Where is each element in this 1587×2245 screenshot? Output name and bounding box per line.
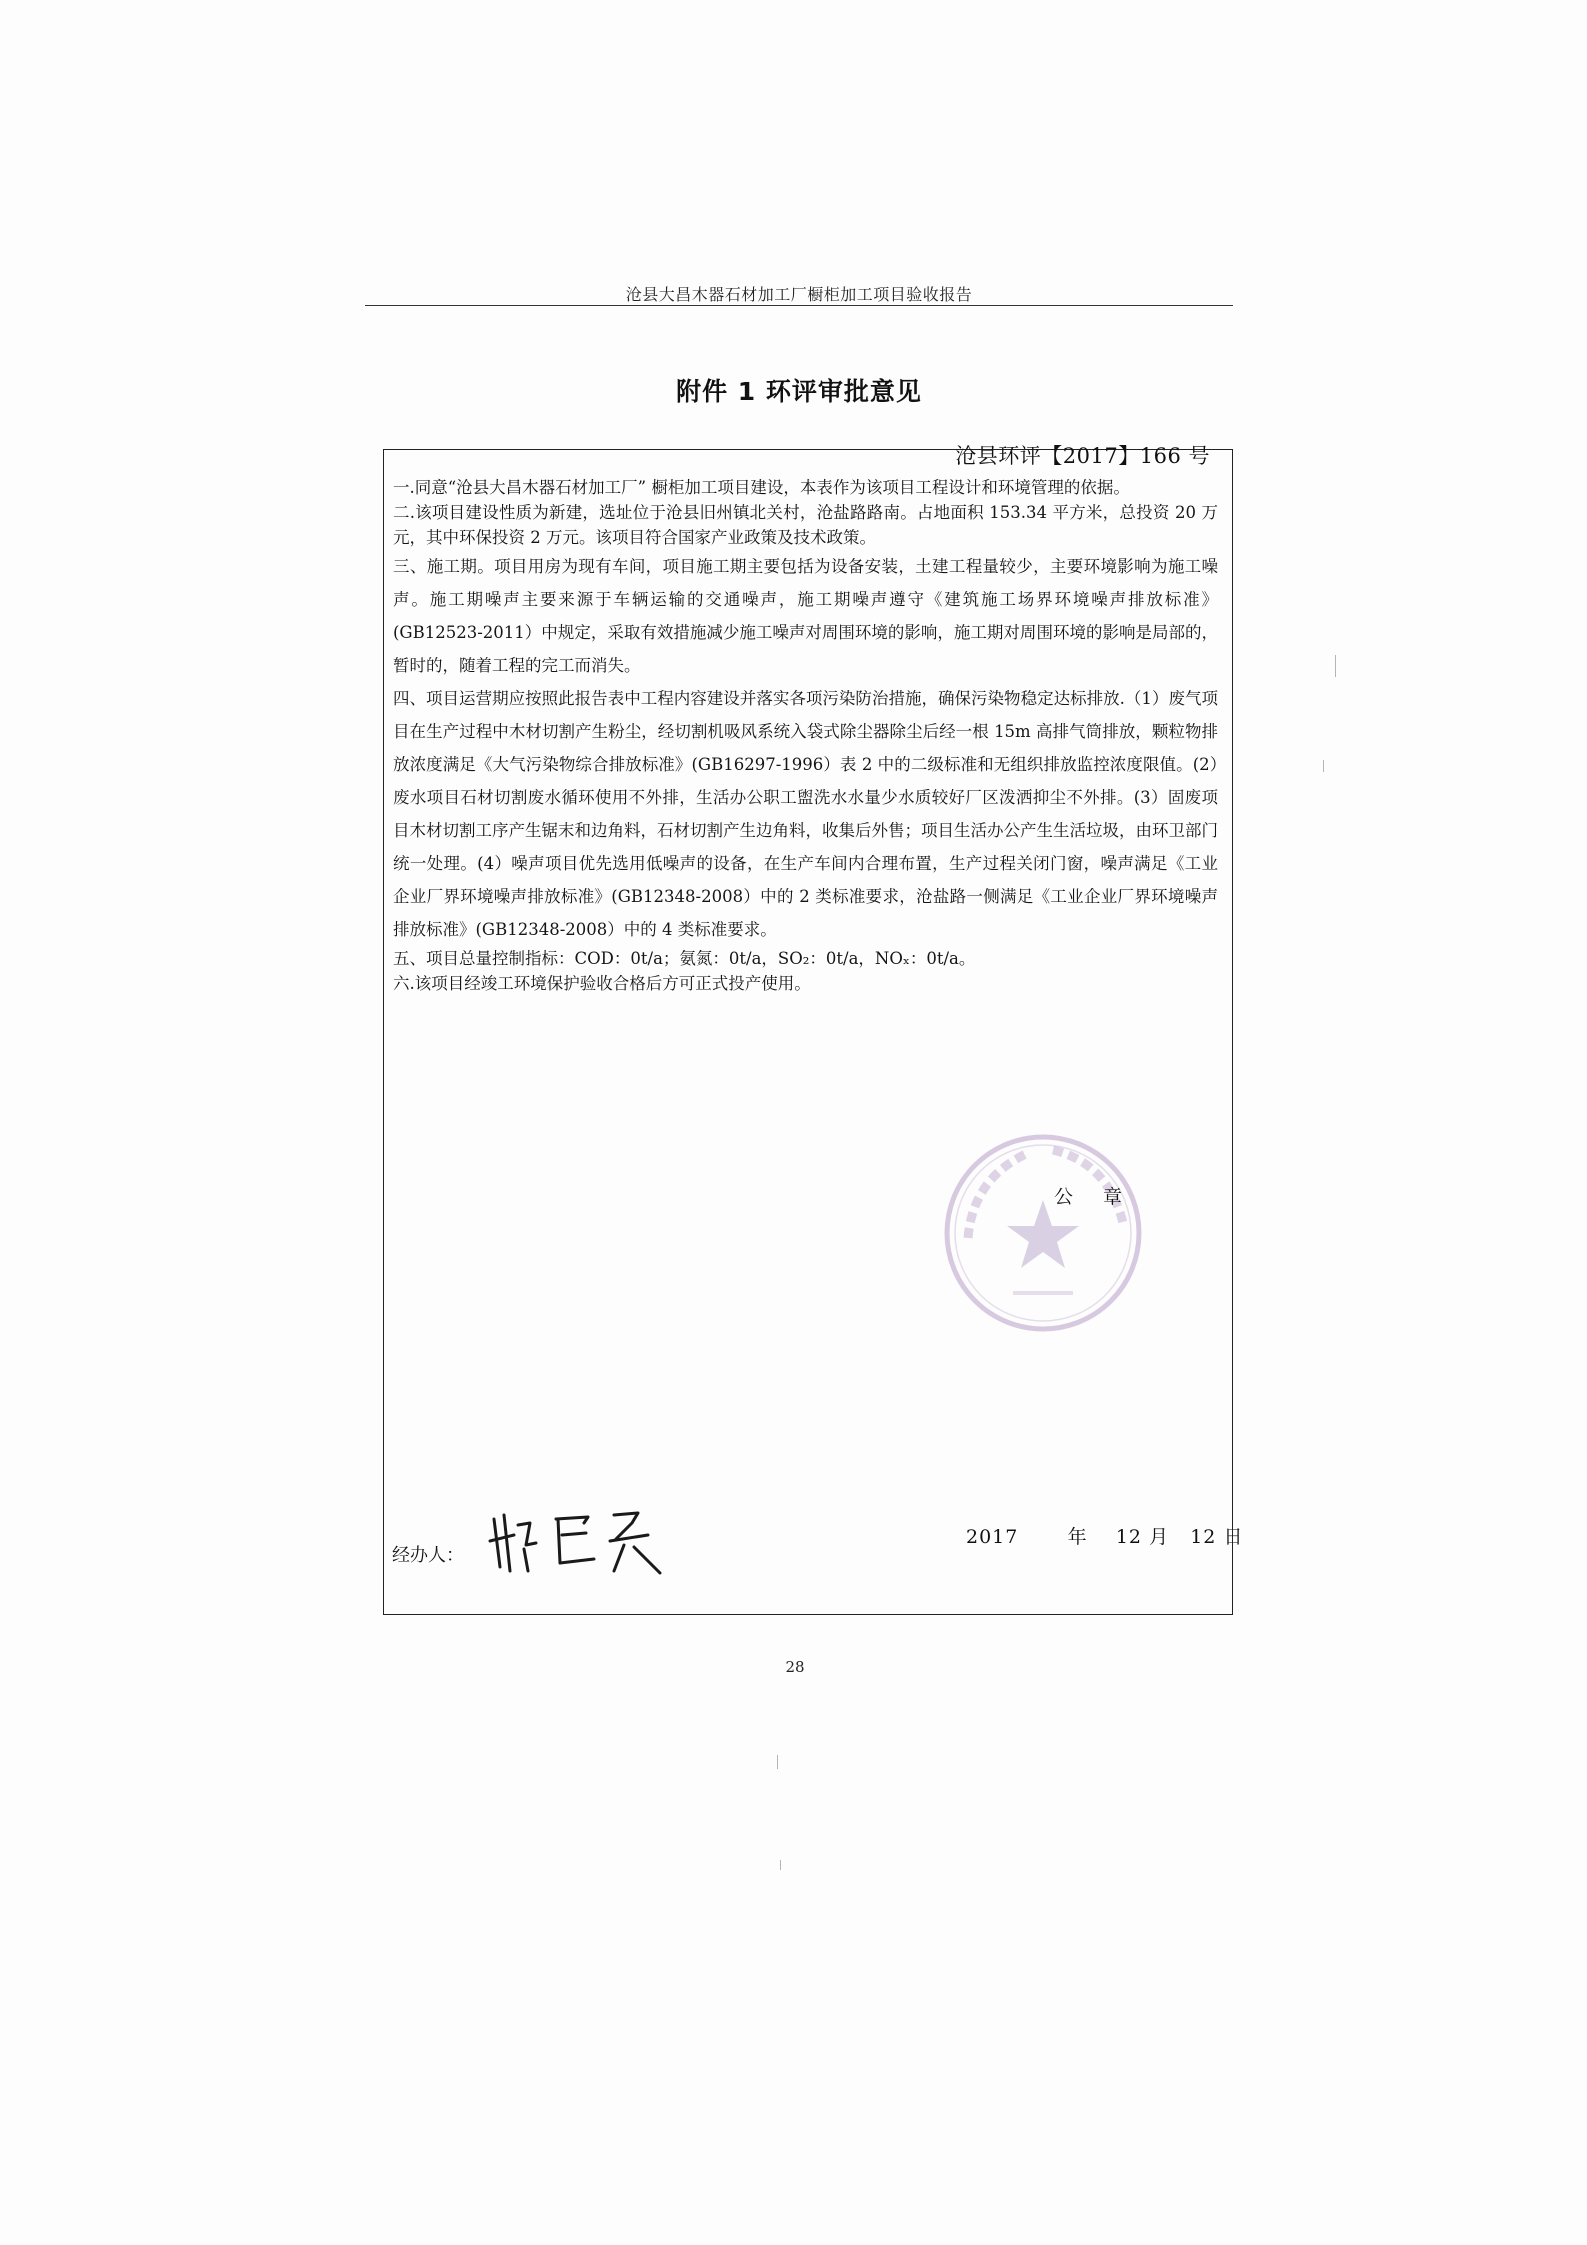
scan-artifact-mark (1323, 760, 1324, 772)
date-day: 12 (1190, 1526, 1217, 1548)
paragraph-3: 三、施工期。项目用房为现有车间，项目施工期主要包括为设备安装，土建工程量较少，主要环境影响为施工噪声。施工期噪声主要来源于车辆运输的交通噪声，施工期噪声遵守《建筑施工场界环境噪声排放标准》(GB12523-2011）中规定，采取有效措施减少施工噪声对周围环境的影响，施工期对周围环境的影响是局部的，暂时的，随着工程的完工而消失。 (393, 557, 1218, 676)
official-seal-icon (938, 1128, 1148, 1338)
scan-artifact-mark (1335, 655, 1336, 677)
paragraph-2: 二.该项目建设性质为新建，选址位于沧县旧州镇北关村，沧盐路路南。占地面积 153.34 平方米，总投资 20 万元，其中环保投资 2 万元。该项目符合国家产业政策及技术政策。 (393, 503, 1218, 548)
approval-body (393, 475, 1218, 996)
scan-artifact-mark (777, 1755, 778, 1769)
date-year-unit: 年 (1067, 1526, 1088, 1548)
seal-label: 公 章 (1054, 1186, 1135, 1208)
page-number: 28 (785, 1658, 805, 1676)
signature-icon (488, 1505, 668, 1580)
date-month: 12 (1115, 1526, 1143, 1548)
document-number: 沧县环评【2017】166 号 (955, 444, 1210, 468)
approval-date (966, 1522, 1243, 1549)
paragraph-5: 五、项目总量控制指标：COD：0t/a；氨氮：0t/a，SO₂：0t/a，NOₓ：0t/a。 (393, 949, 976, 969)
paragraph-4: 四、项目运营期应按照此报告表中工程内容建设并落实各项污染防治措施，确保污染物稳定达标排放.（1）废气项目在生产过程中木材切割产生粉尘，经切割机吸风系统入袋式除尘器除尘后经一根 15m 高排气筒排放，颗粒物排放浓度满足《大气污染物综合排放标准》(GB16297-1996）表 2 中的二级标准和无组织排放监控浓度限值。(2）废水项目石材切割废水循环使用不外排，生活办公职工盥洗水水量少水质较好厂区泼洒抑尘不外排。(3）固废项目木材切割工序产生锯末和边角料，石材切割产生边角料，收集后外售；项目生活办公产生生活垃圾，由环卫部门统一处理。(4）噪声项目优先选用低噪声的设备，在生产车间内合理布置，生产过程关闭门窗，噪声满足《工业企业厂界环境噪声排放标准》(GB12348-2008）中的 2 类标准要求，沧盐路一侧满足《工业企业厂界环境噪声排放标准》(GB12348-2008）中的 4 类标准要求。 (393, 689, 1218, 940)
handler-label: 经办人： (392, 1545, 464, 1566)
date-month-unit: 月 (1149, 1526, 1170, 1548)
running-header: 沧县大昌木器石材加工厂橱柜加工项目验收报告 (625, 285, 973, 304)
date-day-unit: 日 (1223, 1526, 1244, 1548)
paragraph-6: 六.该项目经竣工环境保护验收合格后方可正式投产使用。 (393, 974, 811, 994)
date-year: 2017 (966, 1526, 1019, 1548)
scan-artifact-mark (780, 1860, 781, 1870)
document-title: 附件 1 环评审批意见 (676, 377, 922, 406)
header-rule (365, 305, 1233, 306)
paragraph-1: 一.同意“沧县大昌木器石材加工厂” 橱柜加工项目建设，本表作为该项目工程设计和环境管理的依据。 (393, 478, 1130, 497)
